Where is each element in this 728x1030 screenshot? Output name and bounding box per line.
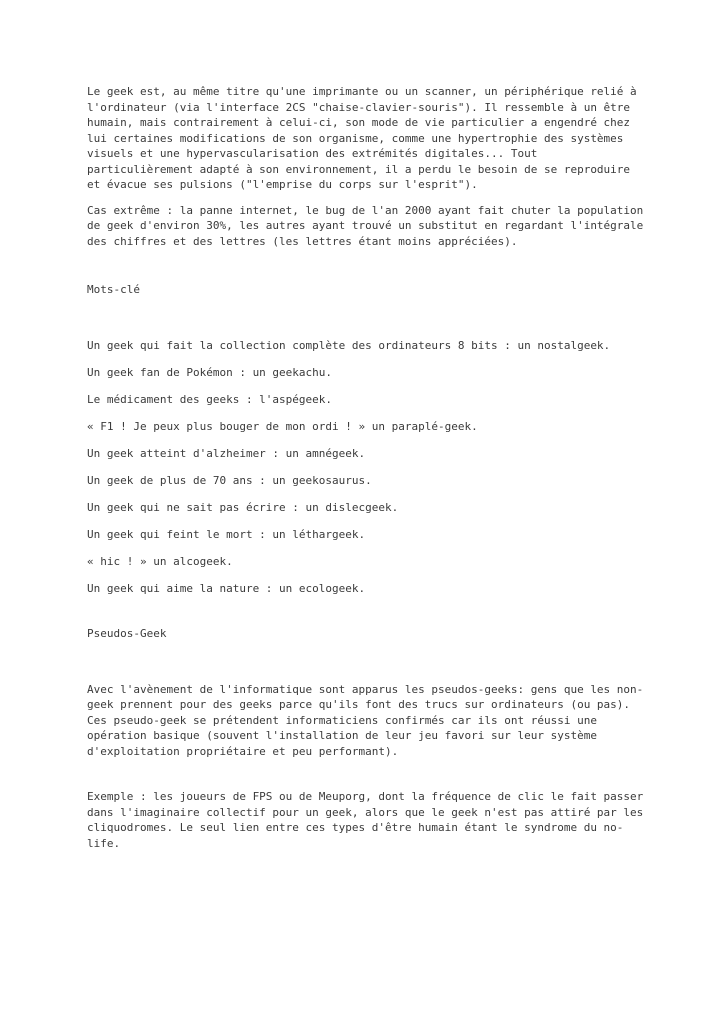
intro-paragraph-1: Le geek est, au même titre qu'une imprimante ou un scanner, un périphérique relié à l'ordinateur (via l'interface 2CS "chaise-clavier-souris"). Il ressemble à un être humain, mais contrairement à celui-ci, son mode de vie particulier a engendré chez lui certaines modifications de son organisme, comme une hypertrophie des systèmes visuels et une hypervascularisation des extrémités digitales... Tout particulièrement adapté à son environnement, il a perdu le besoin de se reproduire et évacue ses pulsions ("l'emprise du corps sur l'esprit").	[87, 85, 637, 191]
list-item: Un geek qui feint le mort : un léthargeek.	[87, 527, 366, 541]
list-item: Un geek qui ne sait pas écrire : un dislecgeek.	[87, 500, 399, 514]
list-item: « hic ! » un alcogeek.	[87, 554, 233, 568]
pseudos-paragraph-1: Avec l'avènement de l'informatique sont apparus les pseudos-geeks: gens que les non-geek prennent pour des geeks parce qu'ils font des trucs sur ordinateurs (ou pas). Ces pseudo-geek se prétendent informaticiens confirmés car ils ont réussi une opération basique (souvent l'installation de leur jeu favori sur leur système d'exploitation propriétaire et peu performant).	[87, 682, 644, 758]
list-item: « F1 ! Je peux plus bouger de mon ordi ! » un paraplé-geek.	[87, 419, 478, 433]
list-item: Un geek fan de Pokémon : un geekachu.	[87, 365, 333, 379]
document-page	[87, 84, 647, 861]
list-item: Un geek atteint d'alzheimer : un amnégeek.	[87, 446, 366, 460]
list-item: Un geek qui aime la nature : un ecologeek.	[87, 581, 366, 595]
motscle-list	[87, 338, 647, 597]
section-heading-motscle: Mots-clé	[87, 283, 140, 296]
list-item: Un geek qui fait la collection complète des ordinateurs 8 bits : un nostalgeek.	[87, 338, 611, 352]
list-item: Le médicament des geeks : l'aspégeek.	[87, 392, 333, 406]
section-heading-pseudos: Pseudos-Geek	[87, 627, 167, 640]
intro-paragraph-2: Cas extrême : la panne internet, le bug de l'an 2000 ayant fait chuter la population de geek d'environ 30%, les autres ayant trouvé un substitut en regardant l'intégrale des chiffres et des lettres (les lettres étant moins appréciées).	[87, 203, 644, 248]
list-item: Un geek de plus de 70 ans : un geekosaurus.	[87, 473, 372, 487]
pseudos-paragraph-2: Exemple : les joueurs de FPS ou de Meuporg, dont la fréquence de clic le fait passer dans l'imaginaire collectif pour un geek, alors que le geek n'est pas attiré par les cliquodromes. Le seul lien entre ces types d'être humain étant le syndrome du no-life.	[87, 790, 644, 850]
